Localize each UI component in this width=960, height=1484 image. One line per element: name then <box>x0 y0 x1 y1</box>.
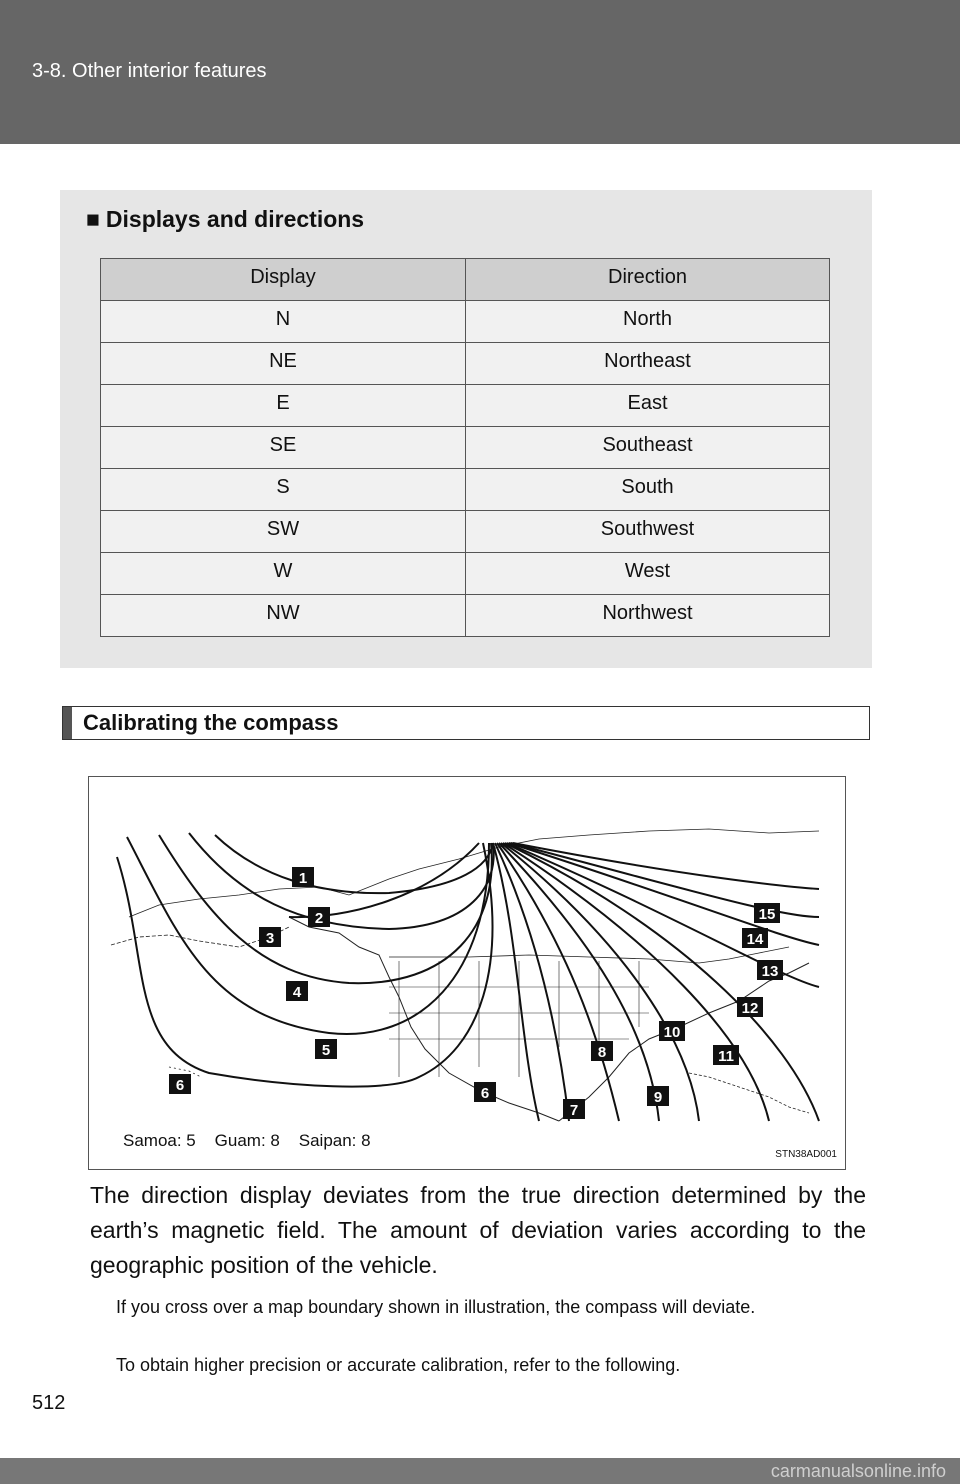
calibrating-title: Calibrating the compass <box>83 710 339 735</box>
col-header-display: Display <box>101 259 466 301</box>
svg-text:1: 1 <box>298 870 308 887</box>
svg-text:10: 10 <box>663 1024 681 1041</box>
zone-badge <box>292 867 314 887</box>
directions-table <box>100 258 830 637</box>
svg-text:7: 7 <box>569 1102 579 1119</box>
coastline <box>289 917 559 1121</box>
svg-text:5: 5 <box>321 1042 331 1059</box>
table-row <box>101 343 830 385</box>
table-row <box>101 427 830 469</box>
heading-bar <box>63 707 72 739</box>
display-cell: S <box>101 469 466 511</box>
direction-cell: Northwest <box>466 595 830 637</box>
coastline <box>129 829 819 917</box>
zone-line <box>509 843 819 945</box>
zone-line <box>127 837 489 1034</box>
watermark: carmanualsonline.info <box>770 1461 946 1481</box>
islands-note: Samoa: 5 Guam: 8 Saipan: 8 <box>123 1131 371 1150</box>
coastline <box>689 1073 809 1113</box>
footer-strip <box>0 1458 960 1484</box>
figure-code: STN38AD001 <box>775 1149 837 1160</box>
zone-badge <box>308 907 330 927</box>
zone-badge <box>742 928 768 948</box>
display-cell: SE <box>101 427 466 469</box>
note-precision: To obtain higher precision or accurate calibration, refer to the following. <box>116 1355 681 1375</box>
direction-cell: North <box>466 301 830 343</box>
zone-badge <box>563 1099 585 1119</box>
zone-badge <box>286 981 308 1001</box>
zone-badge <box>169 1074 191 1094</box>
display-cell: SW <box>101 511 466 553</box>
direction-cell: West <box>466 553 830 595</box>
svg-text:14: 14 <box>746 931 764 948</box>
zone-line <box>189 833 494 929</box>
zone-badge <box>259 927 281 947</box>
display-cell: NE <box>101 343 466 385</box>
note-map-boundary: If you cross over a map boundary shown in illustration, the compass will deviate. <box>116 1297 756 1317</box>
table-row <box>101 385 830 427</box>
col-header-direction: Direction <box>466 259 830 301</box>
section-title: 3-8. Other interior features <box>32 60 267 82</box>
zone-line <box>495 843 569 1121</box>
svg-text:15: 15 <box>758 906 776 923</box>
svg-text:13: 13 <box>761 963 779 980</box>
page-number: 512 <box>32 1392 66 1414</box>
displays-title-text: Displays and directions <box>105 206 365 232</box>
table-row <box>101 553 830 595</box>
direction-cell: East <box>466 385 830 427</box>
zone-line <box>215 835 493 893</box>
calibrating-heading <box>62 706 870 740</box>
table-row <box>101 469 830 511</box>
zone-badge <box>591 1041 613 1061</box>
display-cell: NW <box>101 595 466 637</box>
svg-text:2: 2 <box>314 910 324 927</box>
zone-badge <box>647 1086 669 1106</box>
direction-cell: Southeast <box>466 427 830 469</box>
svg-text:11: 11 <box>718 1048 734 1065</box>
direction-cell: Northeast <box>466 343 830 385</box>
displays-box <box>60 190 872 668</box>
table-row <box>101 301 830 343</box>
zone-line <box>289 843 479 917</box>
zone-badge <box>713 1045 739 1065</box>
svg-text:8: 8 <box>597 1044 607 1061</box>
zone-badge <box>754 903 780 923</box>
display-cell: W <box>101 553 466 595</box>
svg-text:12: 12 <box>741 1000 759 1017</box>
display-cell: N <box>101 301 466 343</box>
table-row <box>101 595 830 637</box>
compass-zone-map <box>88 776 846 1170</box>
zone-badge <box>757 960 783 980</box>
zone-badge <box>315 1039 337 1059</box>
page-header <box>0 0 960 144</box>
zone-line <box>493 843 539 1121</box>
deviation-paragraph: The direction display deviates from the true direction determined by the earth’s magnetic field. The amount of deviation varies according to the geographic position of the vehicle. <box>90 1182 866 1278</box>
zone-badge <box>474 1082 496 1102</box>
map-illustration <box>89 777 845 1169</box>
svg-text:6: 6 <box>175 1077 185 1094</box>
svg-text:4: 4 <box>292 984 302 1001</box>
zone-badge <box>737 997 763 1017</box>
svg-text:3: 3 <box>265 930 275 947</box>
table-row <box>101 511 830 553</box>
displays-title <box>86 206 364 233</box>
square-bullet-icon: ■ <box>86 206 100 232</box>
svg-text:6: 6 <box>480 1085 490 1102</box>
zone-badge <box>659 1021 685 1041</box>
svg-text:9: 9 <box>653 1089 663 1106</box>
direction-cell: Southwest <box>466 511 830 553</box>
direction-cell: South <box>466 469 830 511</box>
display-cell: E <box>101 385 466 427</box>
